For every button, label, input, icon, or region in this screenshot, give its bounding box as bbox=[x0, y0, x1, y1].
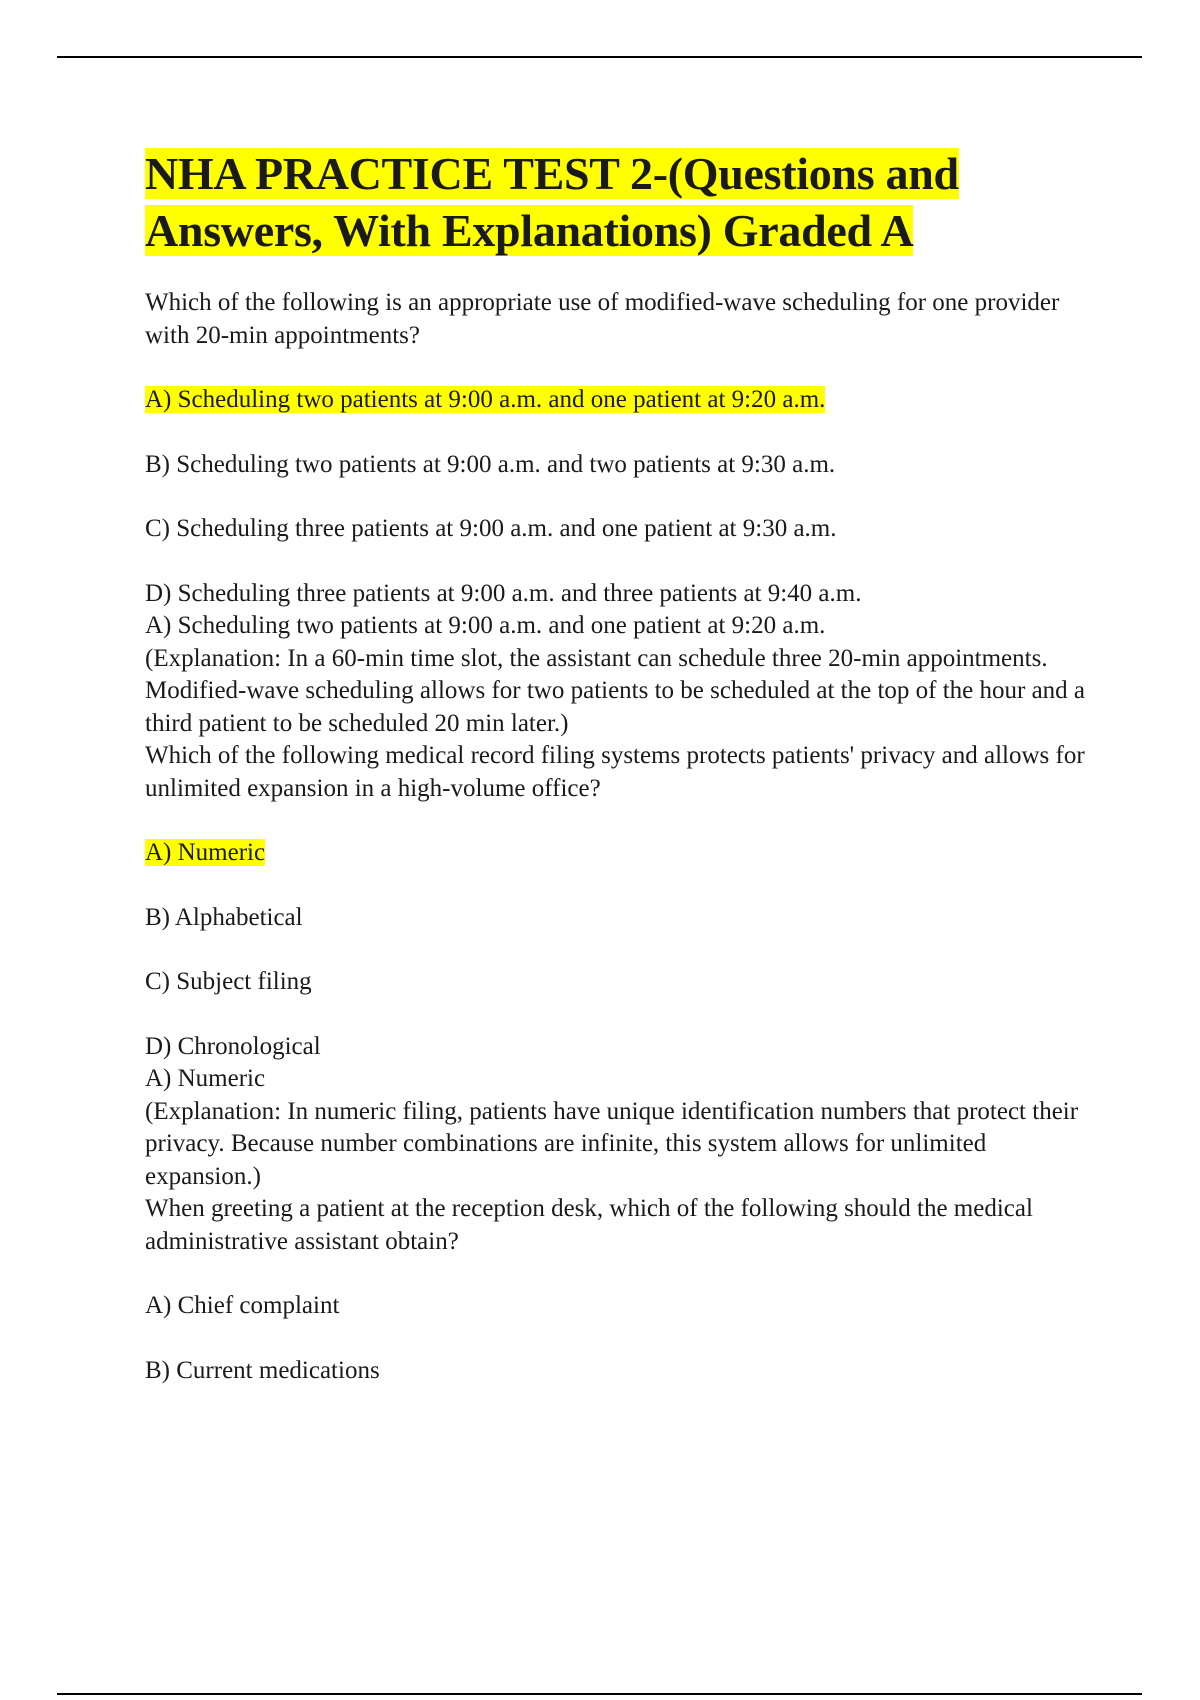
question-3-option-b: B) Current medications bbox=[145, 1356, 380, 1384]
document-title: NHA PRACTICE TEST 2-(Questions and Answers, With Explanations) Graded A bbox=[145, 148, 959, 256]
document-body bbox=[145, 145, 1105, 1387]
question-2-option-d: D) Chronological bbox=[145, 1032, 321, 1060]
question-2-explanation: (Explanation: In numeric filing, patients have unique identification numbers that protect their privacy. Because number combinations are infinite, this system allows for unlimited expansion.) bbox=[145, 1097, 1079, 1190]
question-2-option-a: A) Numeric bbox=[145, 839, 266, 866]
question-3-prompt: When greeting a patient at the reception desk, which of the following should the medical administrative assistant obtain? bbox=[145, 1195, 1033, 1255]
footer-rule bbox=[57, 1693, 1142, 1695]
question-2-option-b: B) Alphabetical bbox=[145, 903, 303, 931]
question-1-option-c: C) Scheduling three patients at 9:00 a.m. and one patient at 9:30 a.m. bbox=[145, 515, 837, 542]
question-2-answer: A) Numeric bbox=[145, 1065, 266, 1092]
header-rule bbox=[57, 56, 1142, 58]
question-1-option-d: D) Scheduling three patients at 9:00 a.m. and three patients at 9:40 a.m. bbox=[145, 579, 862, 607]
question-2-option-c: C) Subject filing bbox=[145, 968, 312, 995]
question-1-answer: A) Scheduling two patients at 9:00 a.m. and one patient at 9:20 a.m. bbox=[145, 612, 826, 639]
question-1-prompt: Which of the following is an appropriate use of modified-wave scheduling for one provider with 20-min appointments? bbox=[145, 289, 1060, 349]
question-1-option-a: A) Scheduling two patients at 9:00 a.m. and one patient at 9:20 a.m. bbox=[145, 386, 826, 413]
question-1-option-b: B) Scheduling two patients at 9:00 a.m. and two patients at 9:30 a.m. bbox=[145, 450, 836, 478]
question-1-explanation: (Explanation: In a 60-min time slot, the assistant can schedule three 20-min appointments. Modified-wave scheduling allows for two patients to be scheduled at the top of the hour and a third patient to be scheduled 20 min later.) bbox=[145, 644, 1086, 737]
question-3-option-a: A) Chief complaint bbox=[145, 1292, 340, 1319]
question-2-prompt: Which of the following medical record filing systems protects patients' privacy and allows for unlimited expansion in a high-volume office? bbox=[145, 742, 1085, 802]
